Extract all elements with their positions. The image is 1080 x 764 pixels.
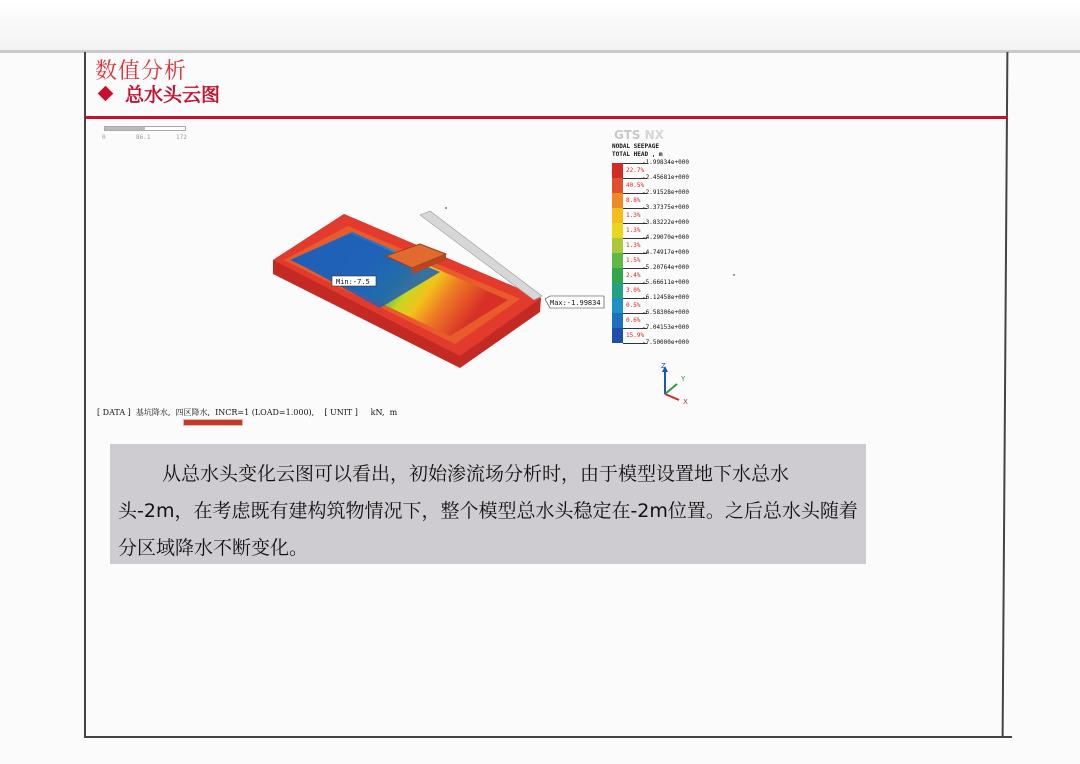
legend-percent: 40.5% <box>626 182 645 189</box>
legend-value: -3.37375e+000 <box>642 204 689 211</box>
legend-color-swatch <box>612 193 623 208</box>
scale-bar <box>100 122 190 142</box>
legend-color-swatch <box>612 253 623 268</box>
legend-value: -7.04153e+000 <box>642 324 689 331</box>
axis-y-label: Y <box>681 375 686 383</box>
frame-right-border <box>1002 52 1009 738</box>
legend-color-swatch <box>612 298 623 313</box>
legend-value: -4.74917e+000 <box>642 249 689 256</box>
page-top-rule <box>0 50 1080 53</box>
legend-color-swatch <box>612 283 623 298</box>
legend-percent: 1.5% <box>626 257 641 264</box>
scale-tick-0: 0 <box>102 134 106 141</box>
speck <box>733 274 735 276</box>
legend-color-swatch <box>612 163 623 178</box>
axis-x-label: X <box>683 398 688 405</box>
description-text: 从总水头变化云图可以看出，初始渗流场分析时，由于模型设置地下水总水头-2m，在考虑既有建构筑物情况下，整个模型总水头稳定在-2m位置。之后总水头随着分区域降水不断变化。 <box>118 463 858 559</box>
legend-percent: 3.0% <box>626 287 641 294</box>
legend-color-swatch <box>612 178 623 193</box>
gts-nx-logo: GTS NX <box>614 128 664 142</box>
legend-value: -5.20764e+000 <box>642 264 689 271</box>
axis-triad-icon <box>655 360 695 405</box>
subsection-heading <box>96 80 220 107</box>
legend-percent: 0.5% <box>626 302 641 309</box>
legend-color-bar <box>612 163 623 343</box>
max-label: Max:-1.99834 <box>550 299 601 307</box>
legend-value: -6.58306e+000 <box>642 309 689 316</box>
total-head-contour-model <box>270 200 620 380</box>
legend-percent: 1.3% <box>626 212 641 219</box>
heading-divider <box>86 116 1008 119</box>
legend-percent: 1.3% <box>626 242 641 249</box>
page-top-band <box>0 0 1080 52</box>
legend-color-swatch <box>612 208 623 223</box>
legend-title-line1: NODAL SEEPAGE <box>612 143 659 150</box>
legend-color-swatch <box>612 328 623 343</box>
min-label: Min:-7.5 <box>336 278 370 286</box>
legend-value: -1.99834e+000 <box>642 159 689 166</box>
legend-color-swatch <box>612 313 623 328</box>
scale-tick-1: 86.1 <box>136 134 151 141</box>
section-title: 数值分析 <box>95 59 188 84</box>
legend-percent: 1.3% <box>626 227 641 234</box>
legend-percent: 15.9% <box>626 332 645 339</box>
legend-value: -6.12458e+000 <box>642 294 689 301</box>
legend-value: -7.50000e+000 <box>642 339 689 346</box>
data-info-line: [ DATA ] 基坑降水, 四区降水, INCR=1 (LOAD=1.000), [ UNIT ] kN, m <box>97 408 398 417</box>
legend-title <box>612 143 663 159</box>
legend-percent: 0.6% <box>626 317 641 324</box>
legend-percent: 2.4% <box>626 272 641 279</box>
legend-value: -3.83222e+000 <box>642 219 689 226</box>
contour-legend <box>612 159 702 346</box>
legend-color-swatch <box>612 223 623 238</box>
axis-z-label: Z <box>661 362 666 370</box>
legend-color-swatch <box>612 268 623 283</box>
description-box <box>110 444 866 564</box>
scale-tick-2: 172 <box>176 134 187 141</box>
legend-title-line2: TOTAL HEAD , m <box>612 151 663 158</box>
legend-value: -5.66611e+000 <box>642 279 689 286</box>
diamond-bullet-icon <box>98 86 114 102</box>
frame-left-border <box>84 52 86 738</box>
legend-value: -2.91528e+000 <box>642 189 689 196</box>
legend-value: -4.29070e+000 <box>642 234 689 241</box>
legend-percent: 22.7% <box>626 167 645 174</box>
subsection-title: 总水头云图 <box>125 84 221 106</box>
scale-bar-graphic <box>104 126 186 131</box>
legend-color-swatch <box>612 238 623 253</box>
frame-bottom-border <box>84 736 1012 738</box>
legend-value: -2.45681e+000 <box>642 174 689 181</box>
highlight-underline <box>183 419 243 426</box>
legend-percent: 8.8% <box>626 197 641 204</box>
